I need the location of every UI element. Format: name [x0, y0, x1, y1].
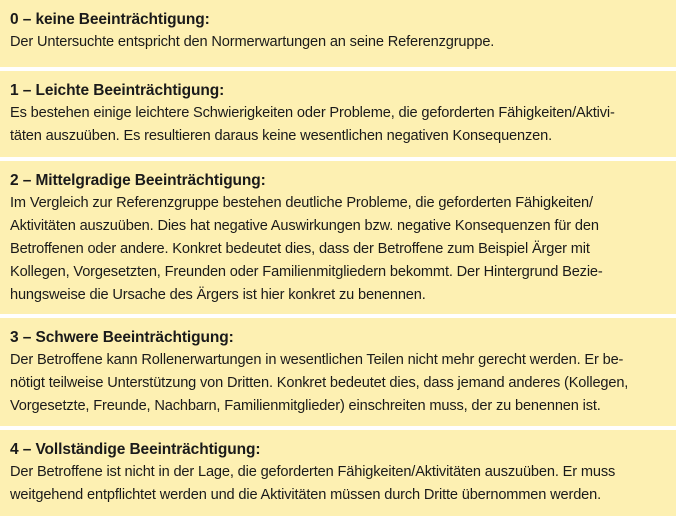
level-4-title: 4 – Vollständige Beeinträchtigung:: [10, 441, 261, 458]
level-4-line: weitgehend entpflichtet werden und die Aktivitäten müssen durch Dritte übernommen werden.: [10, 487, 602, 503]
level-3-line: nötigt teilweise Unterstützung von Dritten. Konkret bedeutet dies, dass jemand anderes (Kollegen,: [10, 375, 629, 391]
level-0-box: [0, 0, 676, 67]
level-3-line: Der Betroffene kann Rollenerwartungen in wesentlichen Teilen nicht mehr gerecht werden. Er be-: [10, 352, 624, 368]
level-3-description: [10, 349, 666, 418]
level-1-title: 1 – Leichte Beeinträchtigung:: [10, 82, 225, 99]
level-3-title: 3 – Schwere Beeinträchtigung:: [10, 329, 234, 346]
level-4-line: Der Betroffene ist nicht in der Lage, die geforderten Fähigkeiten/Aktivitäten auszuüben. Er muss: [10, 464, 616, 480]
level-2-line: Kollegen, Vorgesetzten, Freunden oder Familienmitgliedern bekommt. Der Hintergrund Bezie-: [10, 264, 603, 280]
level-2-line: Im Vergleich zur Referenzgruppe bestehen deutliche Probleme, die geforderten Fähigkeiten/: [10, 195, 593, 211]
level-0-line: Der Untersuchte entspricht den Normerwartungen an seine Referenzgruppe.: [10, 34, 495, 50]
level-1-line: täten auszuüben. Es resultieren daraus keine wesentlichen negativen Konsequenzen.: [10, 128, 552, 144]
level-2-title: 2 – Mittelgradige Beeinträchtigung:: [10, 172, 266, 189]
level-1-description: [10, 102, 666, 148]
level-0-description: [10, 31, 666, 54]
level-4-box: [0, 430, 676, 516]
level-2-line: Betroffenen oder andere. Konkret bedeutet dies, dass der Betroffene zum Beispiel Ärger mit: [10, 241, 590, 257]
level-3-line: Vorgesetzte, Freunde, Nachbarn, Familienmitglieder) einschreiten muss, der zu benennen ist.: [10, 398, 601, 414]
level-1-box: [0, 71, 676, 157]
level-0-title: 0 – keine Beeinträchtigung:: [10, 11, 210, 28]
level-4-description: [10, 461, 666, 507]
level-1-line: Es bestehen einige leichtere Schwierigkeiten oder Probleme, die geforderten Fähigkeiten/Aktivi-: [10, 105, 615, 121]
level-3-box: [0, 318, 676, 426]
level-2-line: hungsweise die Ursache des Ärgers ist hier konkret zu benennen.: [10, 287, 426, 303]
level-2-box: [0, 161, 676, 314]
level-2-line: Aktivitäten auszuüben. Dies hat negative Auswirkungen bzw. negative Konsequenzen für den: [10, 218, 599, 234]
level-2-description: [10, 192, 666, 307]
